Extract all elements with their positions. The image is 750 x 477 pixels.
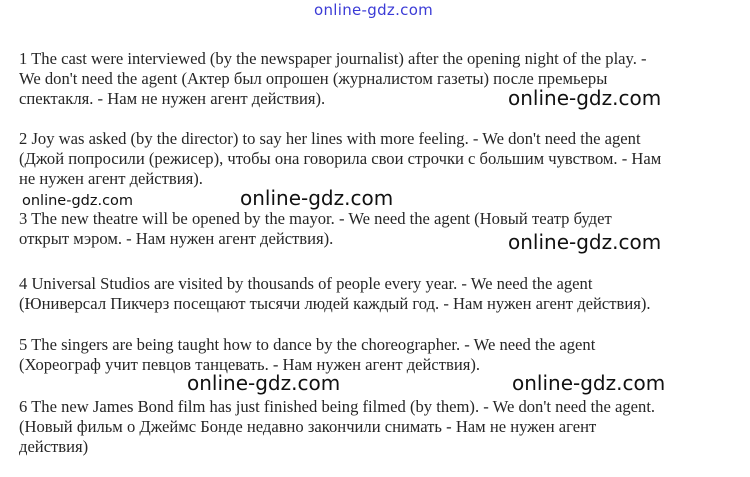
item-5-line-1: 5 The singers are being taught how to dance by the choreographer. - We need the agent [19,335,596,354]
item-3-line-1: 3 The new theatre will be opened by the mayor. - We need the agent (Новый театр будет [19,209,612,228]
item-2-line-3: не нужен агент действия). [19,169,203,188]
watermark-3: online-gdz.com [240,186,394,210]
watermark-4: online-gdz.com [508,230,662,254]
item-1-line-2: We don't need the agent (Актер был опрошен (журналистом газеты) после премьеры [19,69,608,88]
item-2-line-1: 2 Joy was asked (by the director) to say her lines with more feeling. - We don't need the agent [19,129,641,148]
header-watermark: online-gdz.com [314,1,434,19]
item-4-line-1: 4 Universal Studios are visited by thousands of people every year. - We need the agent [19,274,593,293]
watermark-2: online-gdz.com [22,193,134,209]
watermark-6: online-gdz.com [512,371,666,395]
item-6-line-3: действия) [19,437,89,456]
item-6-line-2: (Новый фильм о Джеймс Бонде недавно закончили снимать - Нам не нужен агент [19,417,597,436]
item-1-line-1: 1 The cast were interviewed (by the newspaper journalist) after the opening night of the play. - [19,49,647,68]
item-1-line-3: спектакля. - Нам не нужен агент действия). [19,89,326,108]
item-2-line-2: (Джой попросили (режисер), чтобы она говорила свои строчки с большим чувством. - Нам [19,149,662,168]
item-6-line-1: 6 The new James Bond film has just finished being filmed (by them). - We don't need the agent. [19,397,656,416]
item-3-line-2: открыт мэром. - Нам нужен агент действия). [19,229,334,248]
watermark-5: online-gdz.com [187,371,341,395]
item-5-line-2: (Хореограф учит певцов танцевать. - Нам нужен агент действия). [19,355,481,374]
item-4-line-2: (Юниверсал Пикчерз посещают тысячи людей каждый год. - Нам нужен агент действия). [19,294,651,313]
watermark-1: online-gdz.com [508,86,662,110]
